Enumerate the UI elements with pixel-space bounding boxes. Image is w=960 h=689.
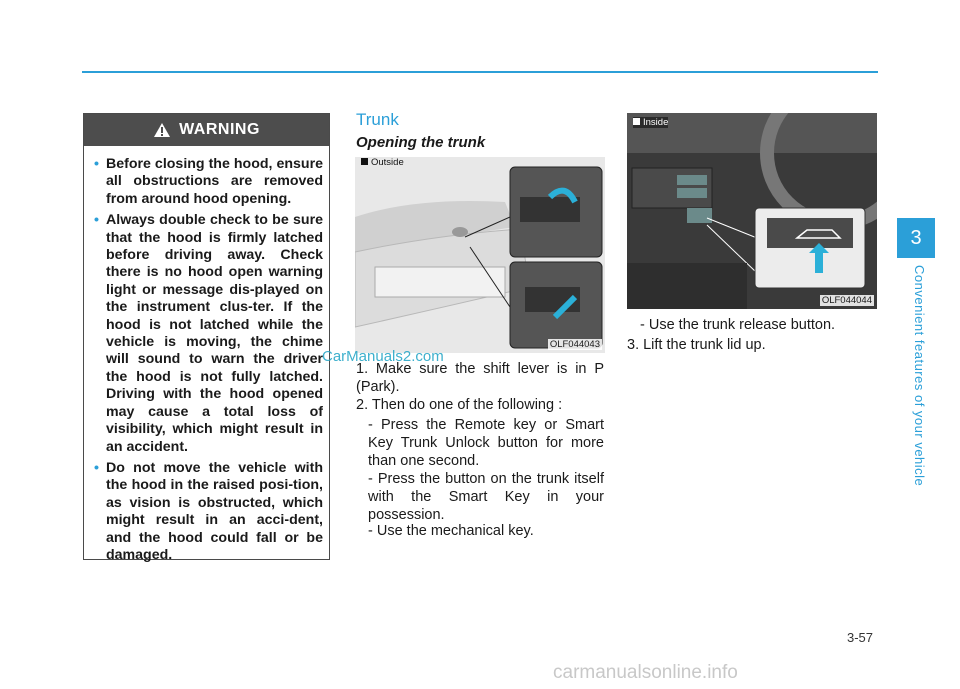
chapter-title: Convenient features of your vehicle (912, 265, 927, 487)
step-3: 3. Lift the trunk lid up. (627, 337, 766, 353)
chapter-tab: 3 (897, 218, 935, 258)
warning-item: • Do not move the vehicle with the hood in the raised posi-tion, as vision is obstructed, which might result in an acci-dent, and the hood could fall or be damaged. (94, 459, 323, 563)
warning-item: • Always double check to be sure that the hood is firmly latched before driving away. Check there is no hood open warning light or message dis-played on the instrument clus-ter. If the hood is not latched while the vehicle is moving, the chime will sound to warn the driver the hood is not fully latched. Driving with the hood opened may cause a total loss of visibility, which might result in an accident. (94, 212, 323, 455)
step-option: - Press the Remote key or Smart Key Trunk Unlock button for more than one second. (368, 417, 604, 469)
watermark: CarManuals2.com (322, 348, 444, 365)
figure-code: OLF044044 (821, 295, 872, 306)
trunk-outside-illustration (355, 157, 605, 353)
figure-label: Outside (361, 157, 404, 168)
bullet-icon: • (94, 156, 99, 172)
page-number: 3-57 (847, 630, 874, 645)
warning-list (84, 146, 329, 564)
step-option: - Press the button on the trunk itself with the Smart Key in your possession. (368, 471, 604, 523)
footer-watermark: carmanualsonline.info (553, 662, 738, 683)
square-icon (361, 158, 368, 165)
bullet-icon: • (94, 459, 99, 476)
section-subtitle: Opening the trunk (356, 134, 486, 151)
bullet-icon: • (94, 212, 99, 229)
figure-code: OLF044043 (549, 339, 600, 350)
warning-header (84, 114, 329, 146)
figure-trunk-inside (627, 113, 877, 309)
warning-title: WARNING (179, 121, 260, 138)
step-1: 1. Make sure the shift lever is in P (Park). (356, 361, 604, 395)
step-option: - Use the trunk release button. (640, 317, 836, 333)
trunk-inside-illustration (627, 113, 877, 309)
step-2: 2. Then do one of the following : (356, 397, 563, 413)
warning-triangle-icon (153, 122, 171, 138)
section-title: Trunk (356, 110, 399, 129)
header-rule (82, 71, 878, 73)
step-option: - Use the mechanical key. (368, 523, 534, 539)
square-icon (633, 118, 640, 125)
warning-item: • Before closing the hood, ensure all obstructions are removed from around hood opening. (94, 156, 323, 207)
warning-box (83, 113, 330, 563)
figure-label: Inside (633, 117, 668, 128)
figure-trunk-outside (355, 157, 605, 353)
